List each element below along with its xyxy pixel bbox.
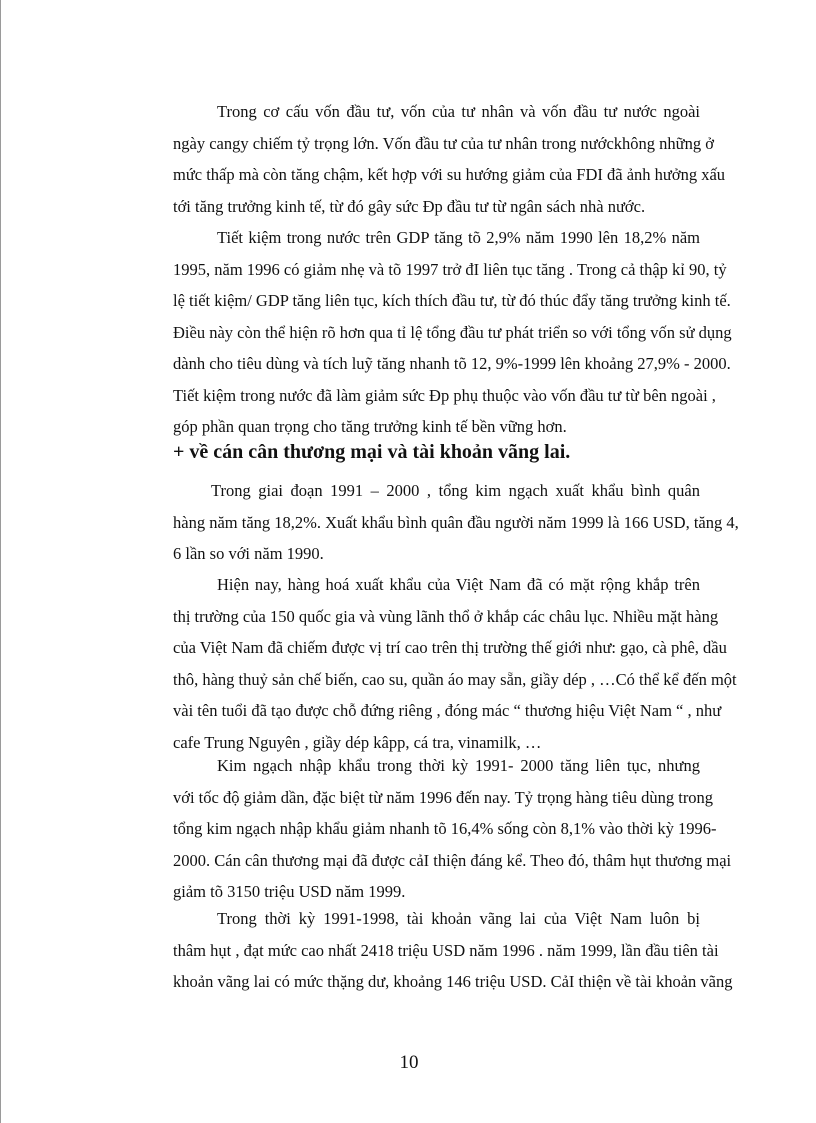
text-line: của Việt Nam đã chiếm được vị trí cao trên thị trường thế giới như: gạo, cà phê, dầu [173,638,727,657]
text-line: Trong giai đoạn 1991 – 2000 , tổng kim ngạch xuất khẩu bình quân [211,481,700,500]
text-line: mức thấp mà còn tăng chậm, kết hợp với su hướng giảm của FDI đã ảnh hưởng xấu [173,165,726,184]
text-line: khoản vãng lai có mức thặng dư, khoảng 146 triệu USD. CảI thiện về tài khoản vãng [173,972,733,991]
section-heading: + về cán cân thương mại và tài khoản vãng lai. [173,441,571,463]
text-line: dành cho tiêu dùng và tích luỹ tăng nhanh tõ 12, 9%-1999 lên khoảng 27,9% - 2000. [173,354,731,373]
text-line: cafe Trung Nguyên , giầy dép kâpp, cá tra, vinamilk, … [173,732,542,752]
text-line: với tốc độ giảm dần, đặc biệt từ năm 1996 đến nay. Tỷ trọng hàng tiêu dùng trong [173,787,714,807]
paragraph-import-turnover [173,750,732,908]
text-line: thị trường của 150 quốc gia và vùng lãnh thổ ở khắp các châu lục. Nhiều mặt hàng [173,606,719,626]
text-line: góp phần quan trọng cho tăng trưởng kinh tế bền vững hơn. [173,417,567,436]
text-line: thâm hụt , đạt mức cao nhất 2418 triệu USD năm 1996 . năm 1999, lần đầu tiên tài [173,940,719,960]
text-line: lệ tiết kiệm/ GDP tăng liên tục, kích thích đầu tư, từ đó thúc đẩy tăng trưởng kinh tế. [173,291,731,310]
paragraph-domestic-savings [173,222,732,443]
text-line: vài tên tuổi đã tạo được chỗ đứng riêng , đóng mác “ thương hiệu Việt Nam “ , như [173,701,722,720]
text-line: Kim ngạch nhập khẩu trong thời kỳ 1991- 2000 tăng liên tục, nhưng [217,756,700,775]
paragraph-investment-structure [173,96,726,222]
text-line: Hiện nay, hàng hoá xuất khẩu của Việt Nam đã có mặt rộng khắp trên [217,575,700,594]
text-line: tổng kim ngạch nhập khẩu giảm nhanh tõ 16,4% sống còn 8,1% vào thời kỳ 1996- [173,819,717,838]
text-line: thô, hàng thuỷ sản chế biến, cao su, quần áo may sẵn, giầy dép , …Có thể kể đến một [173,669,737,689]
paragraph-current-account [173,903,733,998]
text-line: ngày cangy chiếm tỷ trọng lớn. Vốn đầu tư của tư nhân trong nướckhông những ở [173,133,714,153]
text-line: Trong cơ cấu vốn đầu tư, vốn của tư nhân và vốn đầu tư nước ngoài [217,102,700,121]
text-line: 6 lần so với năm 1990. [173,544,324,563]
text-line: Tiết kiệm trong nước đã làm giảm sức Ðp phụ thuộc vào vốn đầu tư từ bên ngoài , [173,385,716,405]
text-line: hàng năm tăng 18,2%. Xuất khẩu bình quân đầu người năm 1999 là 166 USD, tăng 4, [173,512,739,532]
text-line: 1995, năm 1996 có giảm nhẹ và tõ 1997 trở đI liên tục tăng . Trong cả thập kỉ 90, tỷ [173,259,727,279]
text-line: Điều này còn thể hiện rõ hơn qua tỉ lệ tổng đầu tư phát triển so với tổng vốn sử dụng [173,322,732,342]
text-line: 2000. Cán cân thương mại đã được cảI thiện đáng kể. Theo đó, thâm hụt thương mại [173,850,732,870]
text-line: giảm tõ 3150 triệu USD năm 1999. [173,882,406,901]
text-line: tới tăng trưởng kinh tế, từ đó gây sức Ðp đầu tư từ ngân sách nhà nước. [173,196,646,216]
page-number: 10 [399,1052,419,1073]
paragraph-export-turnover [173,475,739,570]
text-line: Trong thời kỳ 1991-1998, tài khoản vãng lai của Việt Nam luôn bị [217,909,700,928]
text-line: Tiết kiệm trong nước trên GDP tăng tõ 2,9% năm 1990 lên 18,2% năm [217,228,700,247]
paragraph-export-markets [173,569,737,758]
